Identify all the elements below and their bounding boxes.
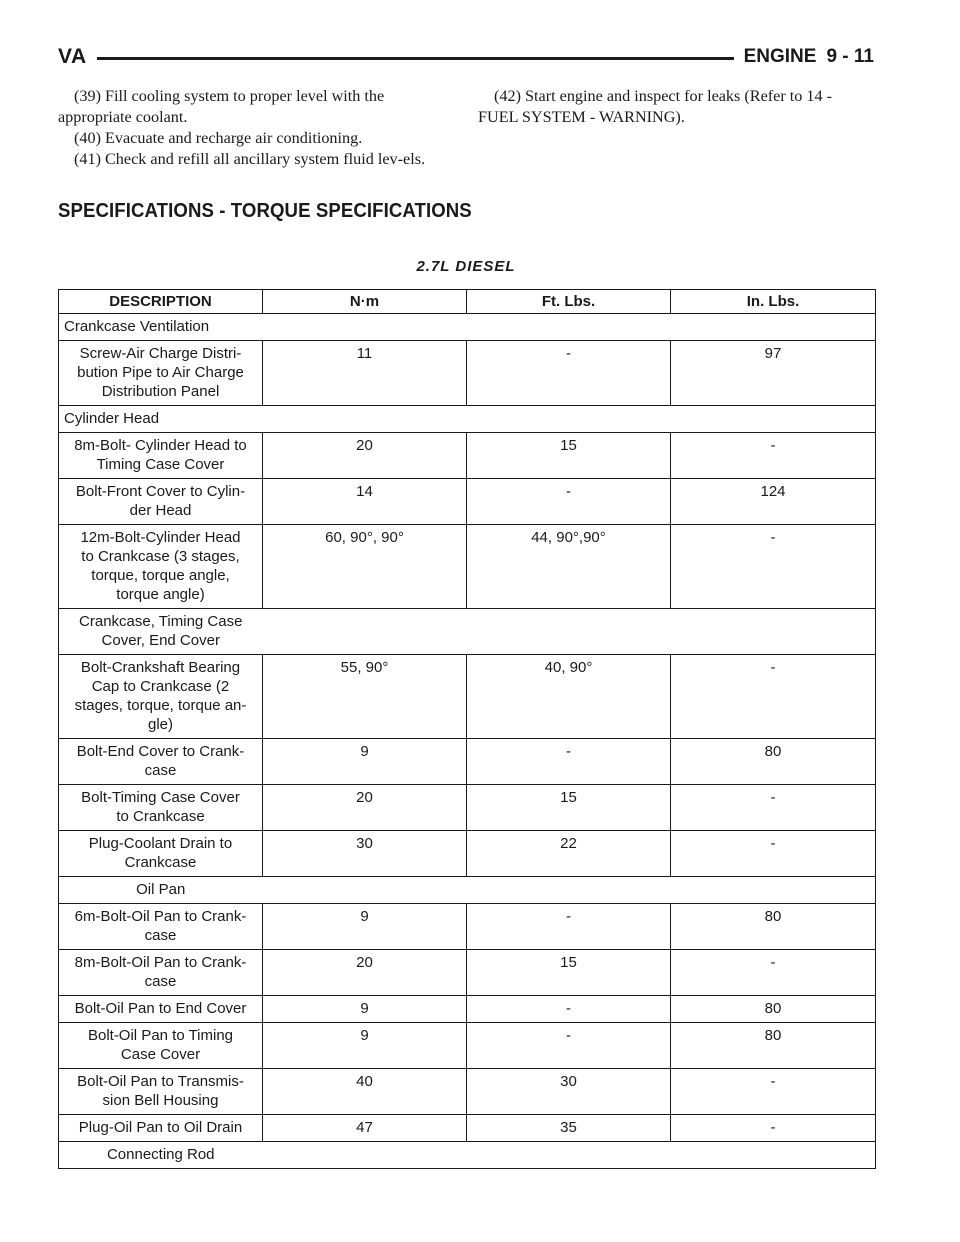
page-number: 9 - 11: [826, 46, 874, 67]
ft-lbs-cell: 30: [467, 1069, 671, 1115]
table-row: [59, 1115, 876, 1142]
nm-cell: 20: [263, 785, 467, 831]
description-cell: Bolt-Oil Pan to Transmis- sion Bell Housing: [59, 1069, 263, 1115]
section-label: Cylinder Head: [59, 406, 876, 433]
nm-cell: 30: [263, 831, 467, 877]
in-lbs-cell: 80: [671, 739, 876, 785]
description-cell: Bolt-Oil Pan to Timing Case Cover: [59, 1023, 263, 1069]
nm-cell: 20: [263, 433, 467, 479]
description-cell: 12m-Bolt-Cylinder Head to Crankcase (3 stages, torque, torque angle, torque angle): [59, 525, 263, 609]
in-lbs-cell: -: [671, 655, 876, 739]
header-in-lbs: In. Lbs.: [671, 290, 876, 314]
header-nm: N·m: [263, 290, 467, 314]
ft-lbs-cell: 15: [467, 433, 671, 479]
ft-lbs-cell: 15: [467, 950, 671, 996]
step-40: (40) Evacuate and recharge air conditioning.: [74, 129, 363, 147]
description-cell: Bolt-Oil Pan to End Cover: [59, 996, 263, 1023]
section-label: Oil Pan: [59, 877, 263, 904]
in-lbs-cell: 80: [671, 996, 876, 1023]
section-label: Crankcase, Timing Case Cover, End Cover: [59, 609, 263, 655]
section-row: [59, 1142, 876, 1169]
description-cell: 6m-Bolt-Oil Pan to Crank- case: [59, 904, 263, 950]
table-row: [59, 950, 876, 996]
table-row: [59, 785, 876, 831]
section-label: Crankcase Ventilation: [59, 314, 876, 341]
description-cell: Screw-Air Charge Distri- bution Pipe to Air Charge Distribution Panel: [59, 341, 263, 406]
table-header-row: [59, 290, 876, 314]
in-lbs-cell: -: [671, 831, 876, 877]
ft-lbs-cell: 44, 90°,90°: [467, 525, 671, 609]
section-blank: [263, 609, 876, 655]
nm-cell: 9: [263, 996, 467, 1023]
description-cell: Bolt-End Cover to Crank- case: [59, 739, 263, 785]
description-cell: Plug-Oil Pan to Oil Drain: [59, 1115, 263, 1142]
section-row: [59, 314, 876, 341]
step-41: (41) Check and refill all ancillary system fluid lev-els.: [74, 150, 426, 168]
ft-lbs-cell: -: [467, 1023, 671, 1069]
description-cell: Plug-Coolant Drain to Crankcase: [59, 831, 263, 877]
step-39: (39) Fill cooling system to proper level with the appropriate coolant.: [58, 87, 385, 126]
section-blank: [263, 1142, 876, 1169]
table-row: [59, 1069, 876, 1115]
in-lbs-cell: -: [671, 950, 876, 996]
nm-cell: 9: [263, 1023, 467, 1069]
section-row: [59, 406, 876, 433]
ft-lbs-cell: -: [467, 341, 671, 406]
table-row: [59, 1023, 876, 1069]
ft-lbs-cell: 15: [467, 785, 671, 831]
nm-cell: 20: [263, 950, 467, 996]
torque-spec-table: [58, 289, 876, 1169]
nm-cell: 11: [263, 341, 467, 406]
left-column: [58, 86, 454, 170]
right-column: [478, 86, 874, 170]
nm-cell: 60, 90°, 90°: [263, 525, 467, 609]
chapter-title: ENGINE: [743, 46, 817, 67]
in-lbs-cell: 80: [671, 904, 876, 950]
table-row: [59, 739, 876, 785]
in-lbs-cell: -: [671, 433, 876, 479]
nm-cell: 9: [263, 739, 467, 785]
in-lbs-cell: 97: [671, 341, 876, 406]
section-row: [59, 877, 876, 904]
table-row: [59, 525, 876, 609]
section-label: Connecting Rod: [59, 1142, 263, 1169]
table-body: [59, 314, 876, 1169]
in-lbs-cell: 124: [671, 479, 876, 525]
nm-cell: 14: [263, 479, 467, 525]
table-row: [59, 655, 876, 739]
table-row: [59, 831, 876, 877]
nm-cell: 9: [263, 904, 467, 950]
description-cell: Bolt-Crankshaft Bearing Cap to Crankcase (2 stages, torque, torque an- gle): [59, 655, 263, 739]
description-cell: 8m-Bolt- Cylinder Head to Timing Case Cover: [59, 433, 263, 479]
ft-lbs-cell: -: [467, 996, 671, 1023]
table-row: [59, 904, 876, 950]
procedure-steps: [58, 86, 874, 170]
table-row: [59, 996, 876, 1023]
ft-lbs-cell: -: [467, 479, 671, 525]
ft-lbs-cell: 22: [467, 831, 671, 877]
table-caption: 2.7L DIESEL: [416, 258, 516, 275]
ft-lbs-cell: -: [467, 739, 671, 785]
table-row: [59, 433, 876, 479]
step-42: (42) Start engine and inspect for leaks (Refer to 14 - FUEL SYSTEM - WARNING).: [478, 87, 833, 126]
nm-cell: 47: [263, 1115, 467, 1142]
table-row: [59, 341, 876, 406]
section-blank: [263, 877, 876, 904]
ft-lbs-cell: 40, 90°: [467, 655, 671, 739]
description-cell: 8m-Bolt-Oil Pan to Crank- case: [59, 950, 263, 996]
in-lbs-cell: -: [671, 525, 876, 609]
header-ft-lbs: Ft. Lbs.: [467, 290, 671, 314]
in-lbs-cell: -: [671, 1069, 876, 1115]
header-rule: [97, 57, 734, 60]
in-lbs-cell: -: [671, 785, 876, 831]
page-header: [58, 44, 874, 70]
nm-cell: 55, 90°: [263, 655, 467, 739]
section-title: SPECIFICATIONS - TORQUE SPECIFICATIONS: [58, 200, 472, 222]
description-cell: Bolt-Timing Case Cover to Crankcase: [59, 785, 263, 831]
vehicle-code: VA: [58, 45, 87, 68]
in-lbs-cell: 80: [671, 1023, 876, 1069]
ft-lbs-cell: -: [467, 904, 671, 950]
header-description: DESCRIPTION: [59, 290, 263, 314]
chapter-label: [744, 46, 874, 68]
nm-cell: 40: [263, 1069, 467, 1115]
section-row: [59, 609, 876, 655]
ft-lbs-cell: 35: [467, 1115, 671, 1142]
in-lbs-cell: -: [671, 1115, 876, 1142]
table-row: [59, 479, 876, 525]
description-cell: Bolt-Front Cover to Cylin- der Head: [59, 479, 263, 525]
